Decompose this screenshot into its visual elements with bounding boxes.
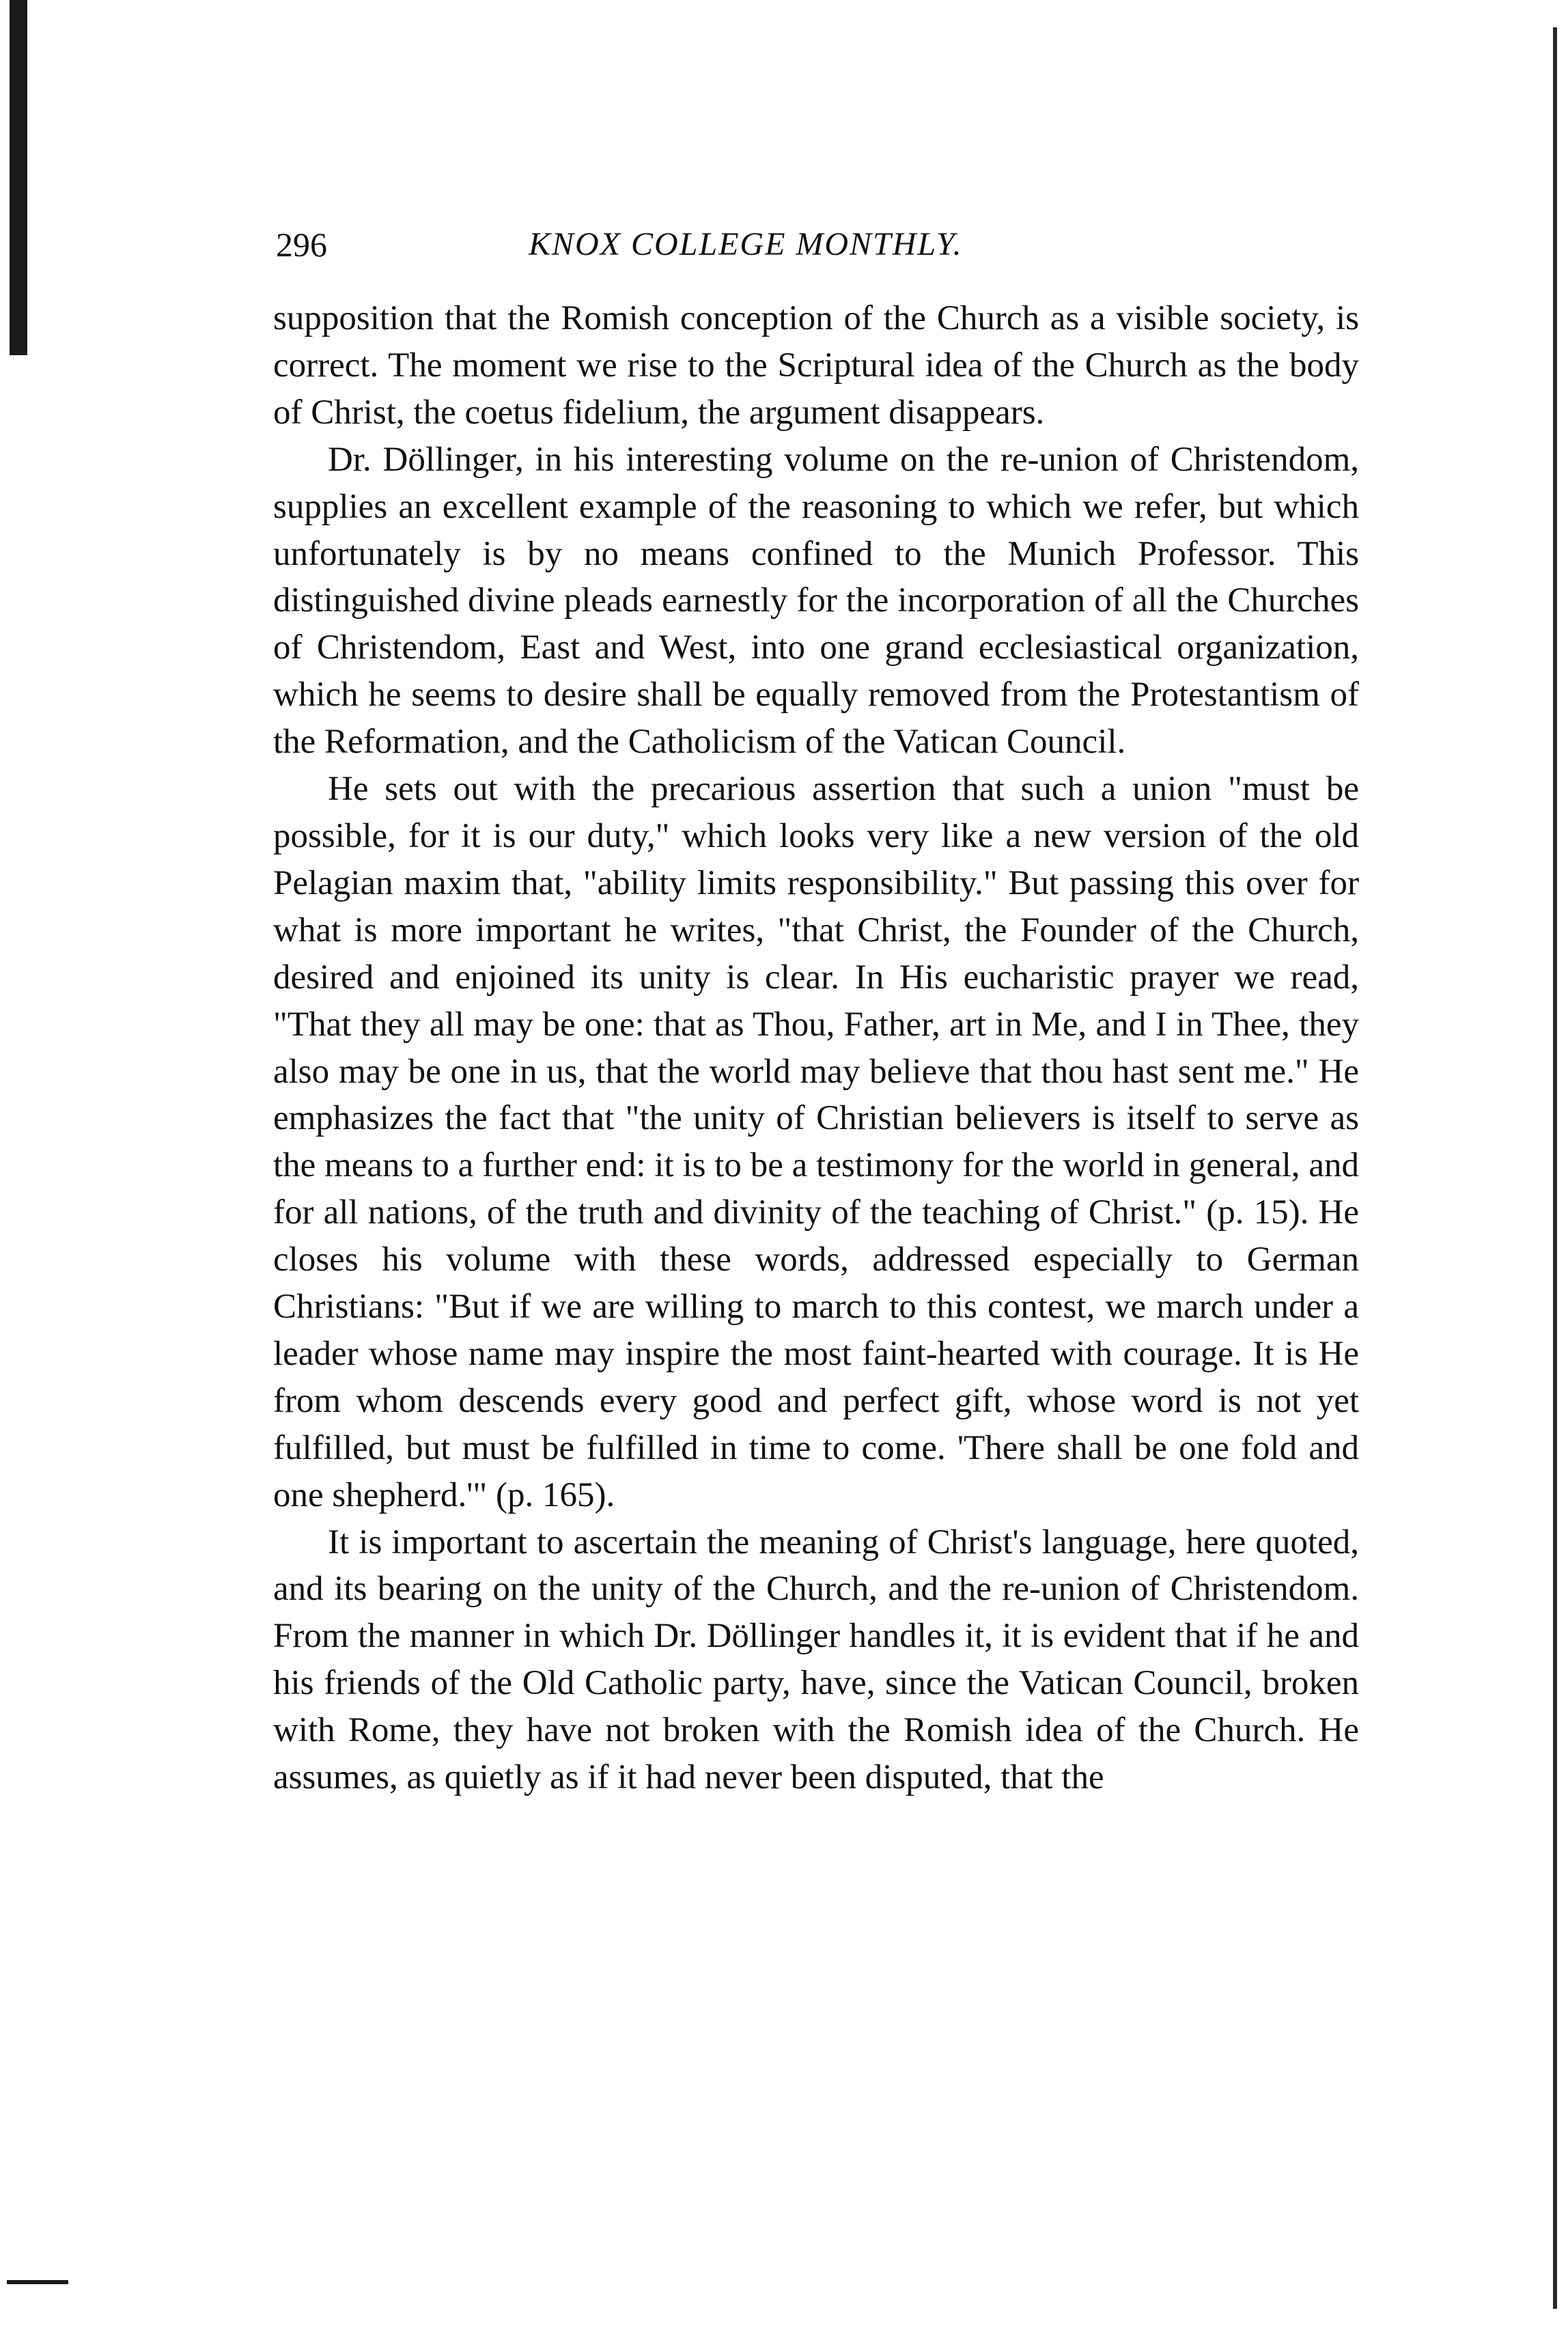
scan-edge-right [1553, 27, 1557, 2309]
scan-edge-left [10, 0, 27, 355]
paragraph-christs-language: It is important to ascertain the meaning of Christ's language, here quoted, and its bearing on the unity of the Church, and the re-union of Christendom. From the manner in which Dr. Döllinger handles it, it is evident that if he and his friends of the Old Catholic party, have, since the Vatican Council, broken with Rome, they have not broken with the Romish idea of the Church. He assumes, as quietly as if it had never been disputed, that the [273, 1523, 1359, 1797]
paragraph-precarious-assertion: He sets out with the precarious assertion that such a union "must be possible, for it is our duty," which looks very like a new version of the old Pelagian maxim that, "ability limits responsibility." But passing this over for what is more important he writes, "that Christ, the Founder of the Church, desired and enjoined its unity is clear. In His eucharistic prayer we read, "That they all may be one: that as Thou, Father, art in Me, and I in Thee, they also may be one in us, that the world may believe that thou hast sent me." He emphasizes the fact that "the unity of Christian believers is itself to serve as the means to a further end: it is to be a testimony for the world in general, and for all nations, of the truth and divinity of the teaching of Christ." (p. 15). He closes his volume with these words, addressed especially to German Christians: "But if we are willing to march to this contest, we march under a leader whose name may inspire the most faint-hearted with courage. It is He from whom descends every good and perfect gift, whose word is not yet fulfilled, but must be fulfilled in time to come. 'There shall be one fold and one shepherd.'" (p. 165). [273, 770, 1359, 1514]
running-head [276, 217, 1355, 272]
text-column [273, 295, 1359, 1801]
journal-title: KNOX COLLEGE MONTHLY. [529, 226, 963, 262]
paragraph-dollinger-volume: Dr. Döllinger, in his interesting volume on the re-union of Christendom, supplies an excellent example of the reasoning to which we refer, but which unfortunately is by no means confined to the Munich Professor. This distinguished divine pleads earnestly for the incorporation of all the Churches of Christendom, East and West, into one grand ecclesiastical organization, which he seems to desire shall be equally removed from the Protestantism of the Reformation, and the Catholicism of the Vatican Council. [273, 440, 1359, 762]
paragraph-continuation: supposition that the Romish conception of the Church as a visible society, is correct. The moment we rise to the Scriptural idea of the Church as the body of Christ, the coetus fidelium, the argument disappears. [273, 299, 1359, 432]
page-number: 296 [276, 225, 327, 264]
scan-mark-bottom [7, 2280, 68, 2284]
